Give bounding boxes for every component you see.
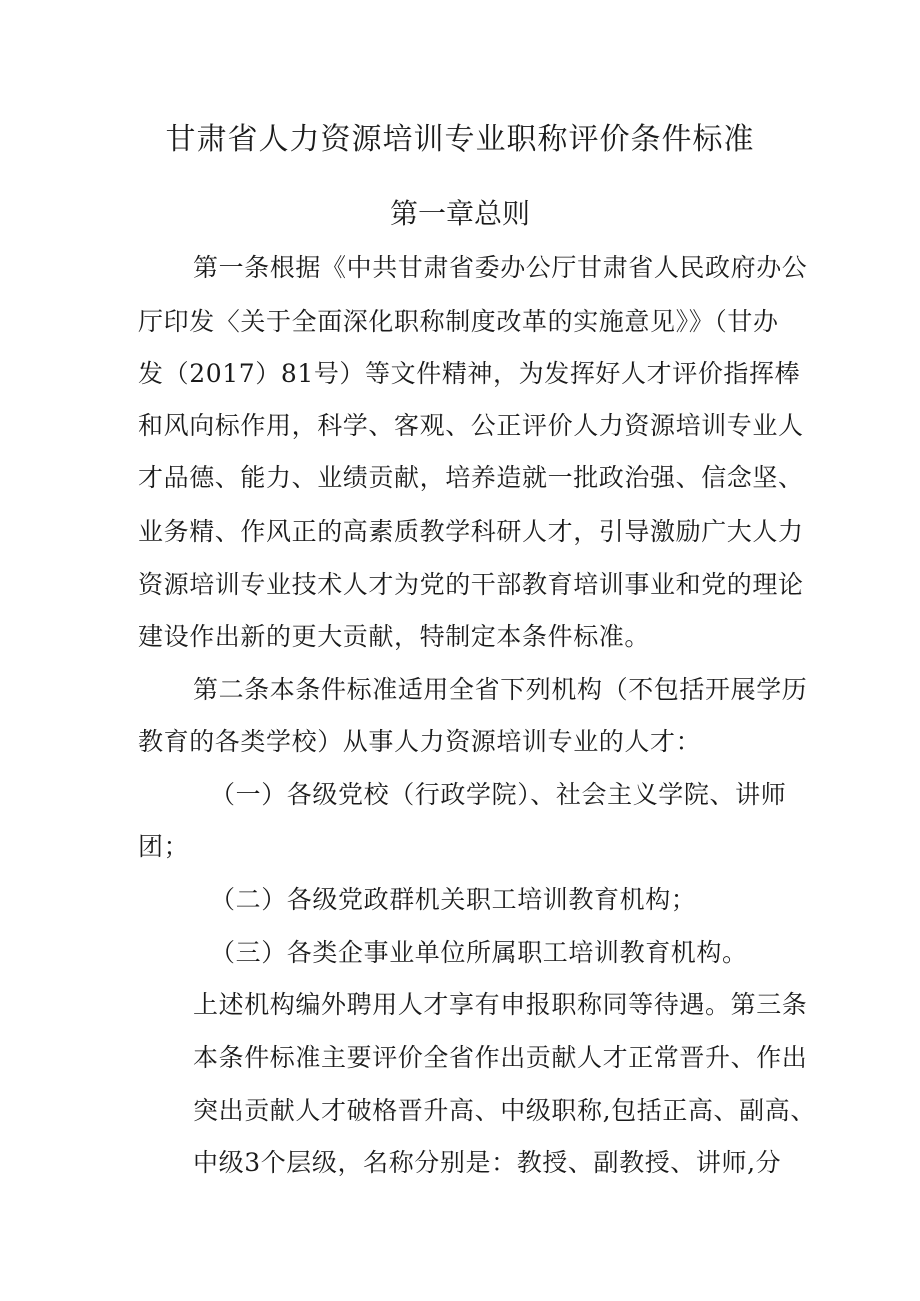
paragraph-line: 资源培训专业技术人才为党的干部教育培训事业和党的理论 (138, 570, 804, 599)
document-title: 甘肃省人力资源培训专业职称评价条件标准 (165, 122, 755, 157)
paragraph-line: 中级3个层级，名称分别是：教授、副教授、讲师,分 (193, 1148, 782, 1177)
paragraph-line: 第二条本条件标准适用全省下列机构（不包括开展学历 (193, 675, 808, 704)
paragraph-line: 和风向标作用，科学、客观、公正评价人力资源培训专业人 (138, 411, 804, 440)
paragraph-line: 第一条根据《中共甘肃省委办公厅甘肃省人民政府办公 (193, 253, 808, 282)
chapter-heading: 第一章总则 (389, 197, 530, 230)
paragraph-line: 突出贡献人才破格晋升高、中级职称,包括正高、副高、 (193, 1096, 816, 1125)
list-item-line: 团； (138, 832, 190, 861)
list-item-line: （三）各类企事业单位所属职工培训教育机构。 (210, 938, 748, 967)
paragraph-line: 发（2017）81号）等文件精神，为发挥好人才评价指挥棒 (138, 359, 801, 388)
list-item-line: （一）各级党校（行政学院）、社会主义学院、讲师 (210, 780, 787, 809)
list-item-line: （二）各级党政群机关职工培训教育机构； (210, 885, 697, 914)
paragraph-line: 教育的各类学校）从事人力资源培训专业的人才： (138, 727, 702, 756)
paragraph-line: 厅印发〈关于全面深化职称制度改革的实施意见》》（甘办 (138, 307, 779, 336)
paragraph-line: 上述机构编外聘用人才享有申报职称同等待遇。第三条 (193, 990, 808, 1019)
paragraph-line: 才品德、能力、业绩贡献，培养造就一批政治强、信念坚、 (138, 463, 804, 492)
paragraph-line: 建设作出新的更大贡献，特制定本条件标准。 (138, 622, 651, 651)
paragraph-line: 本条件标准主要评价全省作出贡献人才正常晋升、作出 (193, 1043, 808, 1072)
paragraph-line: 业务精、作风正的高素质教学科研人才，引导激励广大人力 (138, 517, 804, 546)
